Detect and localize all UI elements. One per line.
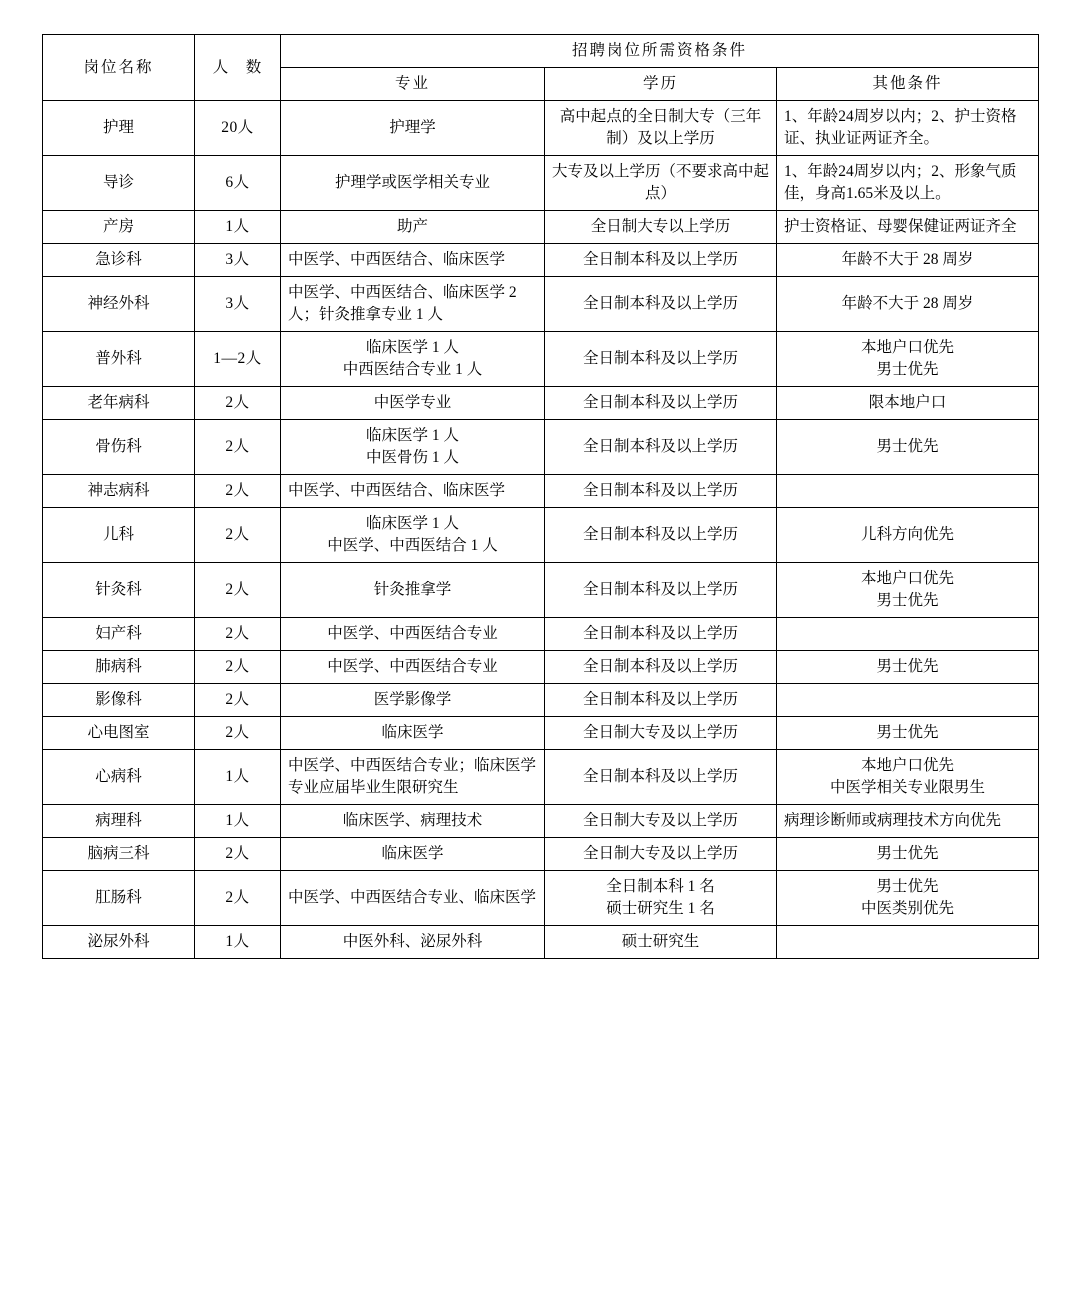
cell-post: 神志病科 bbox=[43, 475, 195, 508]
table-row bbox=[43, 277, 1039, 332]
cell-number: 2人 bbox=[195, 717, 281, 750]
cell-education-line: 硕士研究生 1 名 bbox=[606, 900, 715, 917]
cell-number: 2人 bbox=[195, 684, 281, 717]
cell-education: 高中起点的全日制大专（三年制）及以上学历 bbox=[545, 101, 777, 156]
table-row bbox=[43, 420, 1039, 475]
column-header-post: 岗位名称 bbox=[43, 35, 195, 101]
cell-major: 中医学、中西医结合专业 bbox=[281, 651, 545, 684]
cell-post: 骨伤科 bbox=[43, 420, 195, 475]
cell-number: 2人 bbox=[195, 475, 281, 508]
table-row bbox=[43, 651, 1039, 684]
table-row bbox=[43, 244, 1039, 277]
cell-major: 中医学、中西医结合专业 bbox=[281, 618, 545, 651]
cell-number: 2人 bbox=[195, 508, 281, 563]
cell-post: 妇产科 bbox=[43, 618, 195, 651]
cell-major: 护理学或医学相关专业 bbox=[281, 156, 545, 211]
cell-education: 全日制本科及以上学历 bbox=[545, 277, 777, 332]
cell-education: 全日制本科及以上学历 bbox=[545, 475, 777, 508]
cell-other-line: 中医类别优先 bbox=[861, 900, 955, 917]
table-row bbox=[43, 838, 1039, 871]
cell-other: 男士优先 bbox=[777, 651, 1039, 684]
cell-other-line: 男士优先 bbox=[876, 592, 939, 609]
cell-major-line: 临床医学 1 人 bbox=[365, 339, 459, 356]
cell-number: 2人 bbox=[195, 563, 281, 618]
cell-major-line: 中西医结合专业 1 人 bbox=[342, 361, 483, 378]
cell-post: 心电图室 bbox=[43, 717, 195, 750]
table-row bbox=[43, 926, 1039, 959]
table-row bbox=[43, 211, 1039, 244]
cell-post: 急诊科 bbox=[43, 244, 195, 277]
table-row bbox=[43, 563, 1039, 618]
cell-number: 1人 bbox=[195, 805, 281, 838]
cell-other: 护士资格证、母婴保健证两证齐全 bbox=[777, 211, 1039, 244]
cell-post: 泌尿外科 bbox=[43, 926, 195, 959]
cell-other bbox=[777, 684, 1039, 717]
cell-post: 肛肠科 bbox=[43, 871, 195, 926]
cell-major: 中医学、中西医结合、临床医学 bbox=[281, 475, 545, 508]
cell-education: 全日制本科及以上学历 bbox=[545, 563, 777, 618]
cell-number: 1人 bbox=[195, 926, 281, 959]
cell-other: 年龄不大于 28 周岁 bbox=[777, 277, 1039, 332]
cell-post: 老年病科 bbox=[43, 387, 195, 420]
cell-education: 全日制本科及以上学历 bbox=[545, 387, 777, 420]
table-row bbox=[43, 750, 1039, 805]
cell-education: 全日制大专及以上学历 bbox=[545, 805, 777, 838]
cell-number: 2人 bbox=[195, 618, 281, 651]
cell-other: 男士优先 bbox=[777, 838, 1039, 871]
cell-other: 男士优先 bbox=[777, 717, 1039, 750]
cell-other-line: 男士优先 bbox=[876, 361, 939, 378]
cell-major: 中医学、中西医结合专业、临床医学 bbox=[281, 871, 545, 926]
cell-education-line: 全日制本科 1 名 bbox=[606, 878, 715, 895]
cell-major-line: 临床医学 1 人 bbox=[365, 427, 459, 444]
cell-other bbox=[777, 618, 1039, 651]
table-row bbox=[43, 618, 1039, 651]
table-row bbox=[43, 475, 1039, 508]
cell-other-line: 本地户口优先 bbox=[861, 757, 955, 774]
cell-number: 2人 bbox=[195, 838, 281, 871]
cell-education: 大专及以上学历（不要求高中起点） bbox=[545, 156, 777, 211]
cell-other bbox=[777, 563, 1039, 618]
column-header-education: 学历 bbox=[545, 68, 777, 101]
column-header-other: 其他条件 bbox=[777, 68, 1039, 101]
cell-post: 针灸科 bbox=[43, 563, 195, 618]
cell-education: 全日制大专及以上学历 bbox=[545, 717, 777, 750]
cell-other: 1、年龄24周岁以内；2、护士资格证、执业证两证齐全。 bbox=[777, 101, 1039, 156]
cell-major bbox=[281, 420, 545, 475]
cell-major: 临床医学 bbox=[281, 838, 545, 871]
cell-major: 中医学、中西医结合、临床医学 bbox=[281, 244, 545, 277]
cell-education: 全日制大专以上学历 bbox=[545, 211, 777, 244]
table-row bbox=[43, 508, 1039, 563]
table-row bbox=[43, 387, 1039, 420]
cell-other: 儿科方向优先 bbox=[777, 508, 1039, 563]
cell-major: 中医学、中西医结合专业；临床医学专业应届毕业生限研究生 bbox=[281, 750, 545, 805]
cell-major: 中医外科、泌尿外科 bbox=[281, 926, 545, 959]
table-row bbox=[43, 871, 1039, 926]
cell-post: 影像科 bbox=[43, 684, 195, 717]
cell-number: 2人 bbox=[195, 387, 281, 420]
cell-post: 护理 bbox=[43, 101, 195, 156]
cell-major-line: 临床医学 1 人 bbox=[365, 515, 459, 532]
recruitment-table bbox=[42, 34, 1039, 959]
cell-education: 全日制本科及以上学历 bbox=[545, 508, 777, 563]
cell-education: 全日制本科及以上学历 bbox=[545, 420, 777, 475]
cell-other-line: 男士优先 bbox=[876, 878, 939, 895]
cell-other: 男士优先 bbox=[777, 420, 1039, 475]
column-header-major: 专业 bbox=[281, 68, 545, 101]
cell-major: 临床医学 bbox=[281, 717, 545, 750]
cell-education: 全日制本科及以上学历 bbox=[545, 618, 777, 651]
cell-number: 1—2人 bbox=[195, 332, 281, 387]
table-row bbox=[43, 101, 1039, 156]
cell-education: 全日制大专及以上学历 bbox=[545, 838, 777, 871]
table-body bbox=[43, 101, 1039, 959]
cell-number: 1人 bbox=[195, 750, 281, 805]
cell-other: 1、年龄24周岁以内；2、形象气质佳，身高1.65米及以上。 bbox=[777, 156, 1039, 211]
cell-post: 普外科 bbox=[43, 332, 195, 387]
cell-post: 导诊 bbox=[43, 156, 195, 211]
column-header-qualification-group: 招聘岗位所需资格条件 bbox=[281, 35, 1039, 68]
cell-major-line: 中医学、中西医结合 1 人 bbox=[327, 537, 498, 554]
cell-post: 心病科 bbox=[43, 750, 195, 805]
table-row bbox=[43, 156, 1039, 211]
cell-education: 全日制本科及以上学历 bbox=[545, 750, 777, 805]
cell-education: 全日制本科及以上学历 bbox=[545, 332, 777, 387]
cell-other: 年龄不大于 28 周岁 bbox=[777, 244, 1039, 277]
table-row bbox=[43, 684, 1039, 717]
cell-major bbox=[281, 332, 545, 387]
cell-education bbox=[545, 871, 777, 926]
cell-post: 肺病科 bbox=[43, 651, 195, 684]
table-header-row-1 bbox=[43, 35, 1039, 68]
table-header bbox=[43, 35, 1039, 101]
cell-major: 助产 bbox=[281, 211, 545, 244]
cell-other bbox=[777, 750, 1039, 805]
cell-major bbox=[281, 508, 545, 563]
cell-major: 医学影像学 bbox=[281, 684, 545, 717]
table-row bbox=[43, 717, 1039, 750]
cell-number: 1人 bbox=[195, 211, 281, 244]
cell-major: 中医学专业 bbox=[281, 387, 545, 420]
table-row bbox=[43, 332, 1039, 387]
cell-major-line: 中医骨伤 1 人 bbox=[365, 449, 459, 466]
cell-major: 中医学、中西医结合、临床医学 2 人；针灸推拿专业 1 人 bbox=[281, 277, 545, 332]
cell-other bbox=[777, 871, 1039, 926]
cell-other-line: 本地户口优先 bbox=[861, 570, 955, 587]
cell-post: 脑病三科 bbox=[43, 838, 195, 871]
cell-number: 3人 bbox=[195, 277, 281, 332]
cell-education: 全日制本科及以上学历 bbox=[545, 651, 777, 684]
table-row bbox=[43, 805, 1039, 838]
cell-number: 2人 bbox=[195, 420, 281, 475]
cell-post: 儿科 bbox=[43, 508, 195, 563]
cell-education: 全日制本科及以上学历 bbox=[545, 244, 777, 277]
cell-other: 限本地户口 bbox=[777, 387, 1039, 420]
cell-other-line: 本地户口优先 bbox=[861, 339, 955, 356]
cell-other bbox=[777, 475, 1039, 508]
cell-other bbox=[777, 926, 1039, 959]
cell-number: 2人 bbox=[195, 871, 281, 926]
cell-other bbox=[777, 332, 1039, 387]
cell-education: 全日制本科及以上学历 bbox=[545, 684, 777, 717]
cell-major: 针灸推拿学 bbox=[281, 563, 545, 618]
cell-number: 3人 bbox=[195, 244, 281, 277]
cell-other: 病理诊断师或病理技术方向优先 bbox=[777, 805, 1039, 838]
cell-post: 产房 bbox=[43, 211, 195, 244]
cell-number: 2人 bbox=[195, 651, 281, 684]
cell-post: 神经外科 bbox=[43, 277, 195, 332]
cell-post: 病理科 bbox=[43, 805, 195, 838]
cell-number: 6人 bbox=[195, 156, 281, 211]
cell-number: 20人 bbox=[195, 101, 281, 156]
cell-other-line: 中医学相关专业限男生 bbox=[830, 779, 986, 796]
column-header-number: 人 数 bbox=[195, 35, 281, 101]
cell-major: 护理学 bbox=[281, 101, 545, 156]
cell-major: 临床医学、病理技术 bbox=[281, 805, 545, 838]
cell-education: 硕士研究生 bbox=[545, 926, 777, 959]
